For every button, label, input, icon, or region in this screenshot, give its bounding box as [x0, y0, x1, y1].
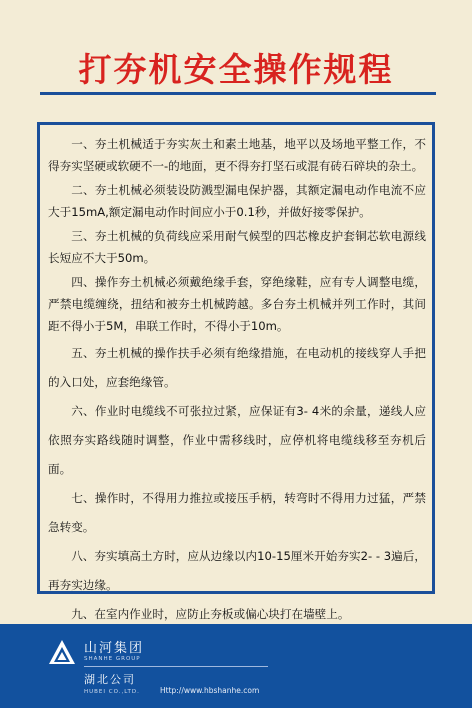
rule-item: 四、操作夯土机械必须戴绝缘手套，穿绝缘鞋，应有专人调整电缆，严禁电缆缠绕，扭结和被夯土机械跨越。多台夯土机械并列工作时，其间距不得小于5M，串联工作时，不得小于10m。: [48, 275, 426, 333]
subsidiary-name: 湖北公司: [84, 673, 136, 686]
title-divider: [40, 92, 436, 95]
footer-divider: [84, 666, 268, 667]
rules-list: [48, 133, 426, 629]
rule-item: 七、操作时，不得用力推拉或接压手柄，转弯时不得用力过猛，严禁急转变。: [48, 491, 426, 534]
rule-item: 九、在室内作业时，应防止夯板或偏心块打在墙壁上。: [71, 607, 350, 621]
footer-bar: [0, 624, 472, 708]
website-url: Http://www.hbshanhe.com: [160, 686, 260, 695]
rule-item: 二、夯土机械必须装设防溅型漏电保护器，其额定漏电动作电流不应大于15mA,额定漏电动作时间应小于0.1秒，并做好接零保护。: [48, 183, 426, 219]
rule-item: 六、作业时电缆线不可张拉过紧，应保证有3- 4米的余量，递线人应依照夯实路线随时调整，作业中需移线时，应停机将电缆线移至夯机后面。: [48, 404, 426, 476]
rule-item: 三、夯土机械的负荷线应采用耐气候型的四芯橡皮护套铜芯软电源线长短应不大于50m。: [48, 229, 426, 265]
subsidiary-name-en: HUBEI CO.,LTD.: [84, 689, 140, 695]
page-title: 打夯机安全操作规程: [78, 50, 394, 89]
rule-item: 一、夯土机械适于夯实灰土和素土地基，地平以及场地平整工作，不得夯实坚硬或软硬不一-的地面，更不得夯打坚石或混有砖石碎块的杂土。: [48, 137, 426, 173]
company-name-en: SHANHE GROUP: [84, 656, 141, 662]
rule-item: 五、夯土机械的操作扶手必须有绝缘措施，在电动机的接线穿人手把的入口处，应套绝缘管。: [48, 346, 426, 389]
company-logo-icon: [47, 638, 77, 666]
company-name: 山河集团: [84, 641, 145, 656]
rule-item: 八、夯实填高土方时，应从边缘以内10-15厘米开始夯实2- - 3遍后，再夯实边缘。: [48, 549, 426, 592]
